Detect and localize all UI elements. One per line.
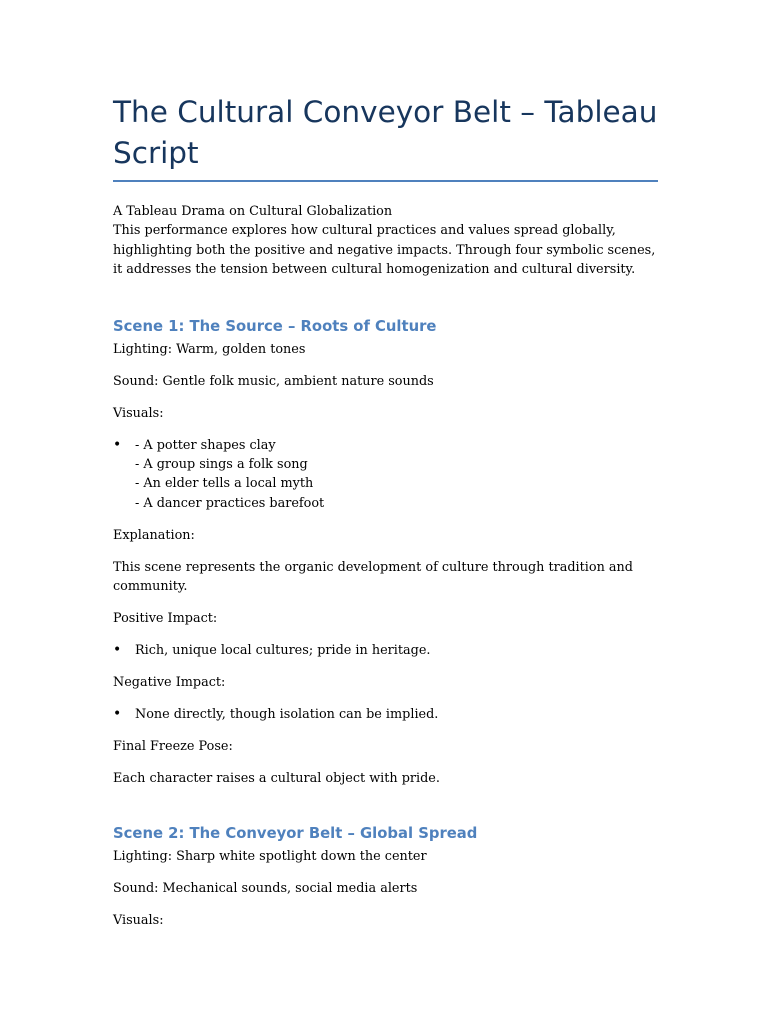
list-item bbox=[113, 705, 658, 724]
scene2-heading: Scene 2: The Conveyor Belt – Global Spread bbox=[113, 824, 478, 842]
visual-line: - An elder tells a local myth bbox=[135, 476, 314, 492]
scene1-negative-label: Negative Impact: bbox=[113, 675, 226, 691]
list-item bbox=[113, 436, 658, 514]
intro-subtitle: A Tableau Drama on Cultural Globalization bbox=[113, 204, 393, 219]
title-divider bbox=[113, 180, 658, 182]
scene2-sound: Sound: Mechanical sounds, social media alerts bbox=[113, 880, 418, 896]
scene1-positive-label: Positive Impact: bbox=[113, 611, 218, 627]
bullet-icon: • bbox=[113, 436, 122, 453]
intro-section bbox=[113, 202, 658, 280]
document-body bbox=[113, 92, 658, 930]
positive-impact-text: Rich, unique local cultures; pride in heritage. bbox=[135, 643, 431, 659]
bullet-icon: • bbox=[113, 706, 122, 723]
scene1-lighting: Lighting: Warm, golden tones bbox=[113, 341, 306, 357]
scene1-freeze-label: Final Freeze Pose: bbox=[113, 739, 233, 755]
visual-line: - A potter shapes clay bbox=[135, 437, 276, 453]
visual-line: - A dancer practices barefoot bbox=[135, 495, 325, 511]
scene1-visuals-label: Visuals: bbox=[113, 405, 164, 421]
scene1-negative-list bbox=[113, 705, 658, 724]
scene1-sound: Sound: Gentle folk music, ambient nature sounds bbox=[113, 373, 434, 389]
bullet-icon: • bbox=[113, 642, 122, 659]
scene1-freeze: Each character raises a cultural object with pride. bbox=[113, 771, 440, 787]
negative-impact-text: None directly, though isolation can be implied. bbox=[135, 707, 439, 723]
scene2-visuals-label: Visuals: bbox=[113, 912, 164, 928]
intro-description: This performance explores how cultural practices and values spread globally, highlighting both the positive and negative impacts. Through four symbolic scenes, it addresses the tension between cultural homogenization and cultural diversity. bbox=[113, 223, 656, 278]
list-item bbox=[113, 641, 658, 660]
scene2-lighting: Lighting: Sharp white spotlight down the center bbox=[113, 848, 427, 864]
scene1-explanation: This scene represents the organic development of culture through tradition and community. bbox=[113, 559, 633, 595]
scene1-visuals-list bbox=[113, 436, 658, 514]
document-title: The Cultural Conveyor Belt – Tableau Script bbox=[113, 95, 658, 170]
scene1-explanation-label: Explanation: bbox=[113, 527, 195, 543]
scene1-heading: Scene 1: The Source – Roots of Culture bbox=[113, 317, 437, 335]
scene1-positive-list bbox=[113, 641, 658, 660]
visual-line: - A group sings a folk song bbox=[135, 457, 308, 473]
